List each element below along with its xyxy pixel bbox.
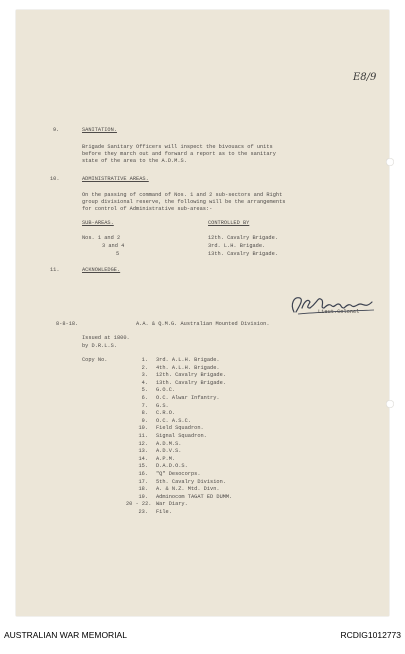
copy-recipient: A.D.V.S. — [156, 448, 182, 455]
para-11-heading: ACKNOWLEDGE. — [82, 267, 121, 273]
sub-area-row-3-ctrl: 13th. Cavalry Brigade. — [208, 251, 278, 257]
copy-recipient: G.O.C. — [156, 387, 176, 394]
document-page — [16, 10, 389, 616]
copy-number: 4. — [141, 379, 148, 386]
footer-right-label: RCDIG1012773 — [340, 630, 401, 640]
order-date: 8-8-18. — [56, 321, 79, 327]
sub-area-row-2-area: 3 and 4 — [102, 243, 125, 249]
copy-recipient: D.A.D.O.S. — [156, 463, 188, 470]
sub-areas-header: SUB-AREAS. — [82, 220, 114, 226]
copy-number: 1. — [141, 357, 148, 363]
para-10-line-3: for control of Administrative sub-areas:- — [82, 206, 213, 212]
copy-number: 14. — [138, 455, 148, 462]
copy-number: 9. — [141, 417, 148, 424]
copy-number: 6. — [141, 395, 148, 401]
para-9-line-3: state of the area to the A.D.M.S. — [82, 158, 187, 164]
copy-number: 18. — [138, 486, 148, 493]
copy-recipient: Field Squadron. — [156, 425, 204, 432]
copy-recipient: A.D.M.S. — [156, 440, 182, 447]
para-9-line-1: Brigade Sanitary Officers will inspect the bivouacs of units — [82, 144, 273, 150]
copy-recipient: "Q" Desocorps. — [156, 471, 201, 477]
copy-recipient: O.C. Alwar Infantry. — [156, 395, 220, 401]
para-9-line-2: before they march out and forward a report as to the sanitary — [82, 151, 276, 157]
copy-number: 23. — [138, 509, 148, 515]
copy-recipient: A.P.M. — [156, 455, 176, 462]
copy-number: 12. — [138, 440, 148, 447]
copy-number: 15. — [138, 463, 148, 470]
copy-number: 8. — [141, 410, 148, 417]
copy-recipient: File. — [156, 509, 172, 515]
issued-time: Issued at 1800. — [82, 335, 130, 341]
punch-hole — [386, 158, 394, 166]
copy-number: 11. — [138, 433, 148, 439]
copy-number: 19. — [138, 493, 148, 500]
sub-area-row-1-ctrl: 12th. Cavalry Brigade. — [208, 235, 278, 241]
copy-number: 17. — [138, 478, 148, 485]
copy-recipient: War Diary. — [156, 501, 188, 508]
issued-method: by D.R.L.S. — [82, 343, 117, 349]
copy-number: 5. — [141, 387, 148, 394]
para-10-heading: ADMINISTRATIVE AREAS. — [82, 176, 149, 182]
copy-recipient: 3rd. A.L.H. Brigade. — [156, 357, 220, 363]
copy-number: 7. — [141, 402, 148, 409]
copy-number: 16. — [138, 471, 148, 477]
sub-area-row-3-area: 5 — [116, 251, 120, 257]
copy-recipient: Signal Squadron. — [156, 433, 207, 439]
para-10-line-2: group divisional reserve, the following will be the arrangements — [82, 199, 286, 205]
para-9-number: 9. — [53, 127, 60, 133]
para-11-number: 11. — [50, 267, 60, 273]
copy-recipient: 4th. A.L.H. Brigade. — [156, 364, 220, 371]
copy-number: 3. — [141, 372, 148, 379]
copy-recipient: G.S. — [156, 402, 169, 409]
reference-number: E8/9 — [353, 72, 377, 83]
copy-recipient: 5th. Cavalry Division. — [156, 478, 226, 485]
para-10-line-1: On the passing of command of Nos. 1 and 2 sub-sectors and Right — [82, 192, 283, 198]
signatory-unit: A.A. & Q.M.G. Australian Mounted Division. — [136, 321, 270, 327]
copy-recipient: A. & N.Z. Mtd. Divn. — [156, 486, 220, 493]
copy-number: 2. — [141, 364, 148, 371]
copy-recipient: O.C. A.S.C. — [156, 417, 191, 424]
copy-recipient: 13th. Cavalry Brigade. — [156, 379, 226, 386]
punch-hole — [386, 400, 394, 408]
footer-left-label: AUSTRALIAN WAR MEMORIAL — [4, 630, 127, 640]
sub-area-row-1-area: Nos. 1 and 2 — [82, 235, 121, 241]
copy-number: 20 - 22. — [126, 501, 152, 508]
para-9-heading: SANITATION. — [82, 127, 117, 133]
controlled-by-header: CONTROLLED BY — [208, 220, 250, 226]
sub-area-row-2-ctrl: 3rd. L.H. Brigade. — [208, 243, 266, 249]
copy-recipient: 12th. Cavalry Brigade. — [156, 372, 226, 379]
copy-number: 10. — [138, 425, 148, 432]
copy-no-label: Copy No. — [82, 357, 108, 363]
para-10-number: 10. — [50, 176, 60, 182]
copy-number: 13. — [138, 448, 148, 455]
copy-recipient: C.R.O. — [156, 410, 176, 417]
copy-recipient: Adminocom TAGAT ED DUMM. — [156, 493, 233, 500]
signatory-rank: Lieut.Colonel — [318, 309, 360, 315]
